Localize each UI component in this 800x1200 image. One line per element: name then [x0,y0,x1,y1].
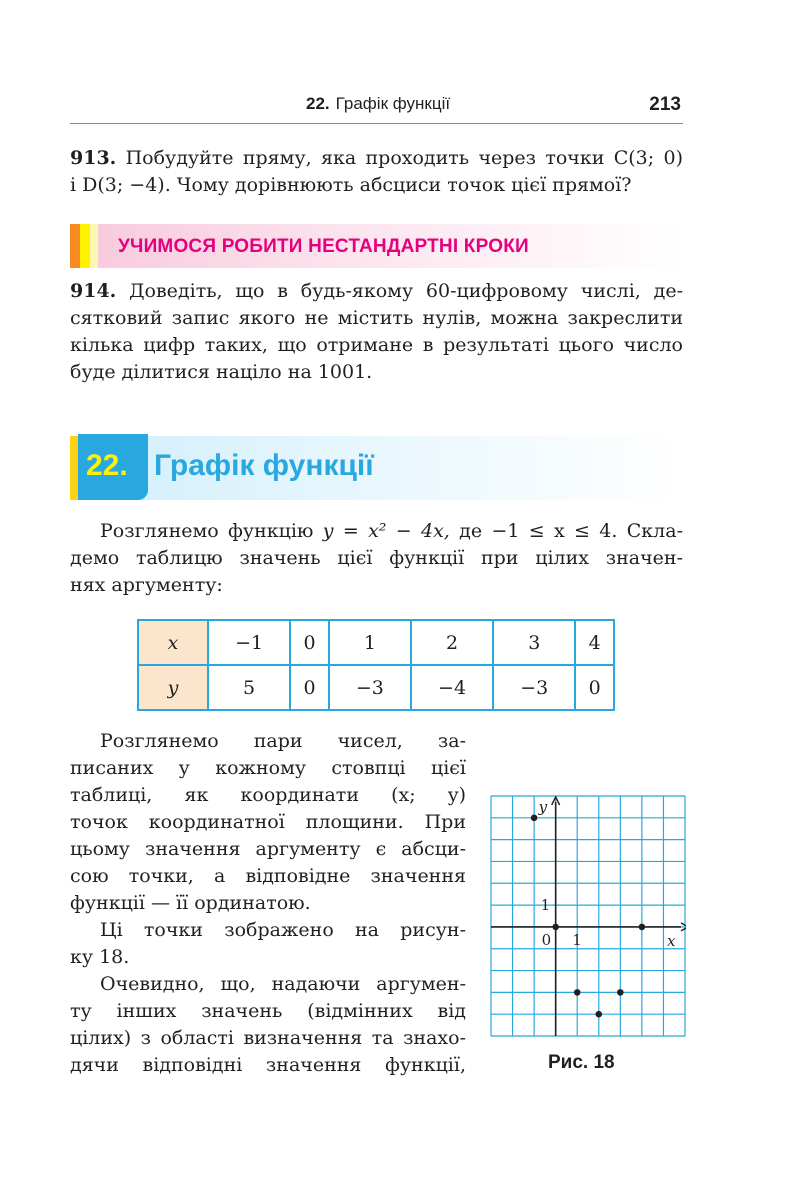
banner-stripe-yellow [80,224,90,268]
figure-caption: Рис. 18 [548,1052,615,1073]
problem-914-line-2: сятковий запис якого не містить нулів, можна закреслити [70,307,683,329]
table-cell: 4 [575,620,614,665]
table-cell: 5 [208,665,290,710]
problem-913-text-1: Побудуйте пряму, яка проходить через точки C(3; 0) [125,147,683,169]
header-section-title: Графік функції [335,94,451,113]
page-header [70,94,683,124]
problem-913 [70,145,683,199]
section-number-badge [78,434,148,500]
origin-label: 0 [541,930,552,949]
problem-914-line-1 [70,278,683,305]
banner-stripe-light [90,224,98,268]
body-p1-line: функції — її ординатою. [70,892,311,914]
data-point [574,989,581,996]
table-cell: 2 [411,620,493,665]
table-cell: 0 [575,665,614,710]
y-axis-label: y [538,798,548,816]
section-number: 22. [86,449,128,482]
body-p1-line: таблиці, як координати (x; y) [70,784,466,806]
body-p3-line: Очевидно, що, надаючи аргумен- [100,973,466,995]
table-cell: −1 [208,620,290,665]
data-point [531,815,538,822]
data-point [595,1011,602,1018]
body-p1-line: сою точки, а відповідне значення [70,865,466,887]
table-cell: −3 [493,665,575,710]
body-p1-line: точок координатної площини. При [70,811,466,833]
intro-line-2: демо таблицю значень цієї функції при цілих значен- [70,547,683,569]
problem-914 [70,278,683,386]
body-p3-line: дячи відповідні значення функції, [70,1054,466,1076]
body-p1-line: писаних у кожному стовпці цієї [70,757,466,779]
body-paragraph-2 [70,917,466,971]
header-section-number: 22. [306,94,330,113]
table-row-x [138,620,614,665]
section-title: Графік функції [154,449,374,482]
intro-line-3: нях аргументу: [70,574,223,596]
banner-stripe-orange [70,224,80,268]
problem-913-number: 913. [70,147,117,169]
intro-paragraph [70,518,683,599]
banner-text: УЧИМОСЯ РОБИТИ НЕСТАНДАРТНІ КРОКИ [118,236,529,257]
body-paragraph-1 [70,728,466,917]
header-title [306,94,450,114]
body-p1-line: Розглянемо пари чисел, за- [100,730,466,752]
body-paragraph-3 [70,971,466,1079]
intro-text-start: Розглянемо функцію [100,520,314,542]
table-cell: 0 [290,665,329,710]
table-header-x: x [138,620,208,665]
body-p2-line: Ці точки зображено на рисун- [100,919,466,941]
problem-914-number: 914. [70,280,117,302]
table-cell: −4 [411,665,493,710]
intro-formula: y = x² − 4x, [322,520,450,542]
section-heading [70,434,683,500]
body-p3-line: ту інших значень (відмінних від [70,1000,466,1022]
table-header-y: y [138,665,208,710]
page-number: 213 [649,94,681,115]
data-point [552,924,559,931]
body-p2-line: ку 18. [70,946,130,968]
problem-914-text-1: Доведіть, що в будь-якому 60-цифровому числі, де- [129,280,683,302]
values-table [137,619,615,711]
table-cell: 0 [290,620,329,665]
x-unit-label: 1 [572,930,582,949]
body-p3-line: цілих) з області визначення та знахо- [70,1027,466,1049]
x-axis-label: x [667,931,676,950]
nonstandard-steps-banner [70,224,683,268]
data-point [617,989,624,996]
table-cell: 3 [493,620,575,665]
problem-914-line-4: буде ділитися націло на 1001. [70,361,373,383]
problem-913-line-1 [70,145,683,172]
intro-range: −1 ≤ x ≤ 4. [491,520,618,542]
y-unit-label: 1 [540,896,551,915]
intro-text-mid: де [459,520,483,542]
coordinate-grid-figure [490,795,686,1037]
table-cell: 1 [329,620,411,665]
table-row-y [138,665,614,710]
data-point [639,924,646,931]
problem-913-line-2: і D(3; −4). Чому дорівнюють абсциси точок цієї прямої? [70,174,632,196]
problem-914-line-3: кілька цифр таких, що отримане в результаті цього число [70,334,683,356]
intro-line-1 [70,518,683,545]
intro-text-end: Скла- [626,520,683,542]
body-p1-line: цьому значення аргументу є абсци- [70,838,466,860]
section-heading-stripe [70,436,78,500]
table-cell: −3 [329,665,411,710]
